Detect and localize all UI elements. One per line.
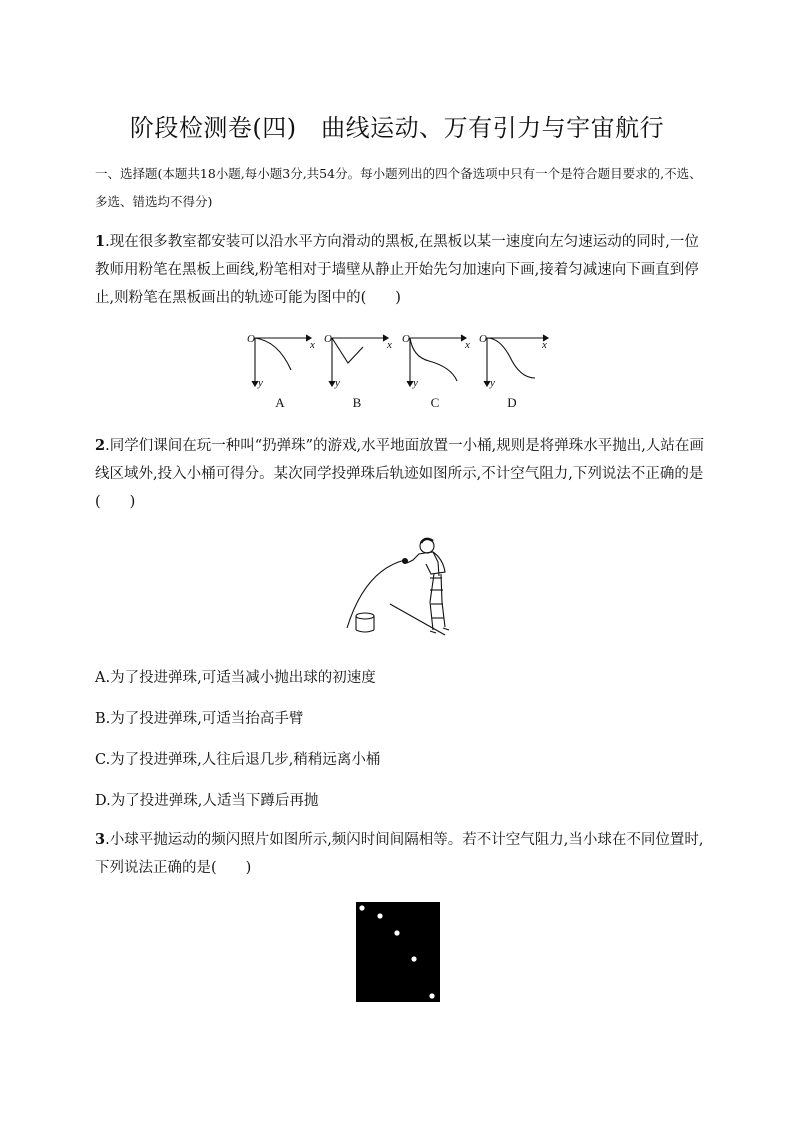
question-1 <box>95 228 705 312</box>
trajectory-curve <box>487 338 535 378</box>
origin-label: O <box>402 333 410 345</box>
ball-position <box>377 913 382 918</box>
strobe-photo <box>356 902 440 1002</box>
x-axis-label: x <box>310 339 315 351</box>
y-axis-label: y <box>490 377 495 389</box>
option-b: B.为了投进弹珠,可适当抬高手臂 <box>95 711 304 727</box>
x-axis-label: x <box>542 339 547 351</box>
panel-label-a: A <box>275 395 285 410</box>
y-axis-label: y <box>335 377 340 389</box>
page-title: 阶段检测卷(四) 曲线运动、万有引力与宇宙航行 <box>129 114 665 142</box>
trajectory-curve <box>255 338 291 370</box>
y-axis-label: y <box>413 377 418 389</box>
x-axis-label: x <box>387 339 392 351</box>
option-a: A.为了投进弹珠,可适当减小抛出球的初速度 <box>95 670 376 686</box>
x-axis-label: x <box>465 339 470 351</box>
option-c: C.为了投进弹珠,人往后退几步,稍稍远离小桶 <box>95 752 381 768</box>
ball-position <box>394 930 399 935</box>
question-2 <box>95 432 705 516</box>
panel-label-d: D <box>507 395 517 410</box>
question-text: .小球平抛运动的频闪照片如图所示,频闪时间间隔相等。若不计空气阻力,当小球在不同位置时,下列说法正确的是( ) <box>95 832 704 876</box>
origin-label: O <box>324 333 332 345</box>
trajectory-curve <box>410 338 457 381</box>
question-number: 1 <box>95 233 106 250</box>
student-figure <box>407 539 449 633</box>
y-axis-label: y <box>258 377 263 389</box>
question-number: 3 <box>95 831 106 848</box>
panel-label-b: B <box>352 395 362 410</box>
ball-position <box>411 956 416 961</box>
section-header: 一、选择题(本题共18小题,每小题3分,共54分。每小题列出的四个备选项中只有一个是符合题目要求的,不选、多选、错选均不得分) <box>95 166 702 209</box>
panel-label-c: C <box>430 395 440 410</box>
origin-label: O <box>247 333 255 345</box>
ball-position <box>359 905 364 910</box>
marble <box>403 559 408 564</box>
ball-position <box>429 993 434 998</box>
question-text: .同学们课间在玩一种叫“扔弹珠”的游戏,水平地面放置一小桶,规则是将弹珠水平抛出,人站在画线区域外,投入小桶可得分。某次同学投弹珠后轨迹如图所示,不计空气阻力,下列说法不正确的是( ) <box>95 438 704 510</box>
q1-figure <box>240 325 560 415</box>
boundary-line <box>390 604 445 635</box>
question-number: 2 <box>95 437 106 454</box>
option-d: D.为了投进弹珠,人适当下蹲后再抛 <box>95 793 319 809</box>
origin-label: O <box>479 333 487 345</box>
q2-figure <box>335 532 465 642</box>
question-text: .现在很多教室都安装可以沿水平方向滑动的黑板,在黑板以某一速度向左匀速运动的同时,一位教师用粉笔在黑板上画线,粉笔相对于墙壁从静止开始先匀加速向下画,接着匀减速向下画直到停止,则粉笔在黑板画出的轨迹可能为图中的( ) <box>95 234 699 306</box>
question-3 <box>95 826 705 882</box>
trajectory-curve <box>332 338 363 363</box>
bucket <box>356 613 374 632</box>
